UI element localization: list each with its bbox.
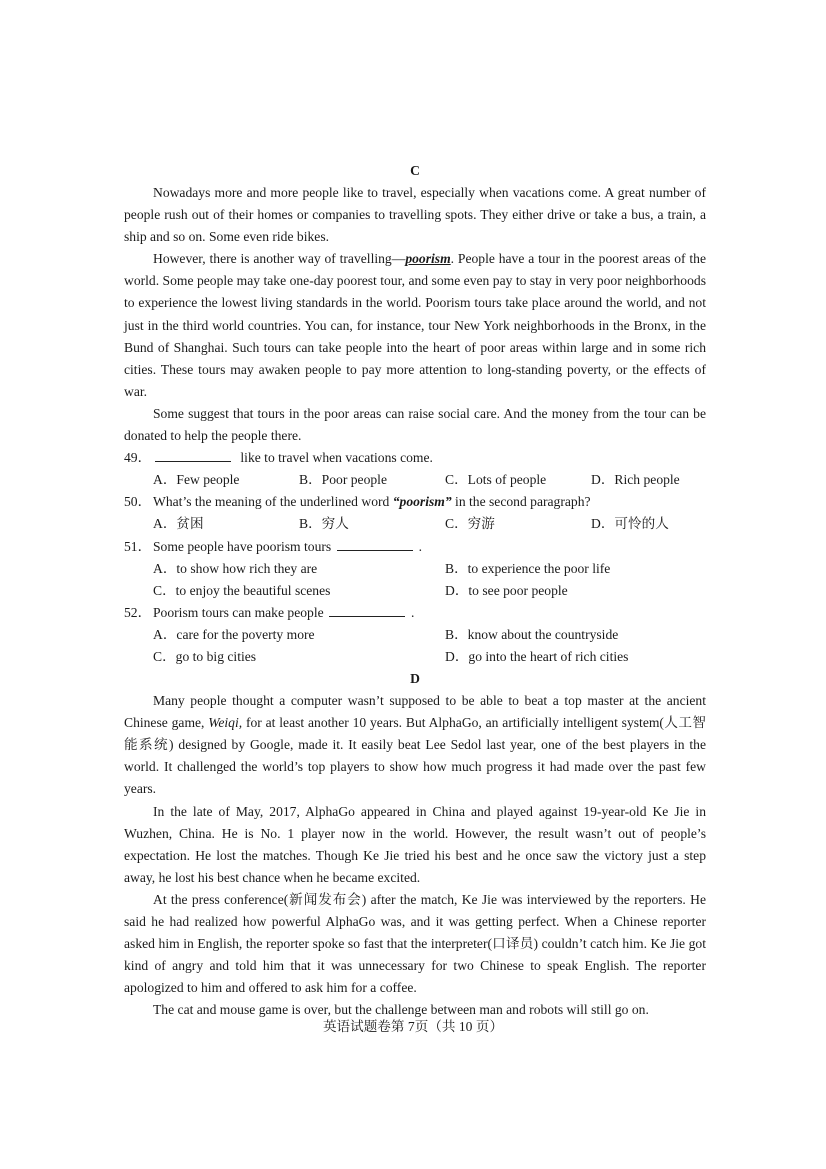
question-number: 52． (124, 604, 152, 620)
p2-text-before: However, there is another way of travelling— (153, 251, 406, 267)
question-number: 49． (124, 450, 152, 466)
question-51-options-row-1 (124, 558, 706, 580)
option-a: A．care for the poverty more (153, 626, 315, 642)
option-d: D．可怜的人 (591, 516, 669, 532)
option-b: B．know about the countryside (445, 626, 619, 642)
option-b: B．to experience the poor life (445, 560, 611, 576)
option-d: D．go into the heart of rich cities (445, 648, 629, 664)
passage-c-paragraph-2 (124, 248, 706, 403)
passage-d-paragraph-2: In the late of May, 2017, AlphaGo appeared in China and played against 19-year-old Ke Jie in Wuzhen, China. He is No. 1 player now in the world. However, the result wasn’t out of people’s expectation. He lost the matches. Though Ke Jie tried his best and he once saw the victory just a step away, he lost his best chance when he became excited. (124, 803, 706, 885)
question-number: 50． (124, 494, 152, 510)
question-text-before: Poorism tours can make people (153, 604, 328, 620)
option-c: C．穷游 (445, 516, 495, 532)
question-text-after: in the second paragraph? (451, 494, 591, 510)
p1-text-before: Many people thought a computer wasn’t supposed to be able to beat a top master at the ancient Chinese game, (124, 693, 706, 731)
option-b: B．Poor people (299, 472, 387, 488)
option-a: A．to show how rich they are (153, 560, 318, 576)
section-d-title: D (410, 671, 420, 687)
option-d: D．to see poor people (445, 582, 568, 598)
weiqi-italic: Weiqi, (208, 715, 243, 731)
option-b: B．穷人 (299, 516, 349, 532)
question-51-options-row-2 (124, 580, 706, 602)
answer-blank (155, 449, 231, 462)
question-keyword: “poorism” (392, 494, 452, 510)
passage-d-paragraph-4: The cat and mouse game is over, but the challenge between man and robots will still go on. (153, 1002, 649, 1018)
question-50-options (124, 513, 706, 535)
option-c: C．go to big cities (153, 648, 257, 664)
exam-page (124, 160, 706, 1021)
question-49 (124, 447, 706, 469)
question-text: like to travel when vacations come. (237, 450, 433, 466)
p2-text-after: . People have a tour in the poorest areas of the world. Some people may take one-day poorest tour, and some even pay to stay in very poor neighborhoods to experience the lowest living standards in the world. Poorism tours take place around the world, and not just in the third world countries. You can, for instance, tour New York neighborhoods in the Bronx, in the Bund of Shanghai. Such tours can take people into the heart of poor areas within large and in some rich cities. These tours may awaken people to pay more attention to long-standing poverty, or the effects of war. (124, 251, 707, 399)
question-51 (124, 536, 706, 558)
question-50 (124, 491, 706, 513)
passage-c-paragraph-1: Nowadays more and more people like to travel, especially when vacations come. A great number of people rush out of their homes or companies to travelling spots. They either drive or take a bus, a train, a ship and so on. Some even ride bikes. (124, 185, 706, 245)
question-text-after: . (418, 538, 423, 554)
answer-blank (329, 604, 405, 617)
page-footer: 英语试题卷第 7页（共 10 页） (322, 1019, 504, 1034)
underlined-keyword: poorism (405, 251, 451, 267)
question-52-options-row-2 (124, 646, 706, 668)
option-c: C．Lots of people (445, 472, 547, 488)
question-52 (124, 602, 706, 624)
question-number: 51． (124, 538, 152, 554)
question-52-options-row-1 (124, 624, 706, 646)
passage-c-paragraph-3: Some suggest that tours in the poor areas can raise social care. And the money from the tour can be donated to help the people there. (124, 405, 706, 444)
option-d: D．Rich people (591, 472, 680, 488)
option-a: A．Few people (153, 472, 240, 488)
option-c: C．to enjoy the beautiful scenes (153, 582, 331, 598)
question-text-after: . (411, 604, 415, 620)
passage-d-paragraph-3: At the press conference(新闻发布会) after the match, Ke Jie was interviewed by the reporters. He said he had realized how powerful AlphaGo was, and it was getting perfect. When a Chinese reporter asked him in English, the reporter spoke so fast that the interpreter(口译员) couldn’t catch him. Ke Jie got kind of angry and told him that it was unnecessary for two Chinese to speak English. The reporter apologized to him and offered to ask him for a coffee. (124, 891, 706, 996)
answer-blank (337, 538, 413, 551)
passage-d-paragraph-1 (124, 690, 706, 800)
section-c-title: C (410, 163, 420, 178)
option-a: A．贫困 (153, 516, 204, 532)
question-text-before: Some people have poorism tours (153, 538, 335, 554)
question-49-options (124, 469, 706, 491)
p1-text-after: for at least another 10 years. But AlphaGo, an artificially intelligent system(人工智能系统) designed by Google, made it. It easily beat Lee Sedol last year, one of the best players in the world. It challenged the world’s top players to show how much progress it had made over the past few years. (124, 715, 706, 797)
question-text-before: What’s the meaning of the underlined word (153, 494, 393, 510)
